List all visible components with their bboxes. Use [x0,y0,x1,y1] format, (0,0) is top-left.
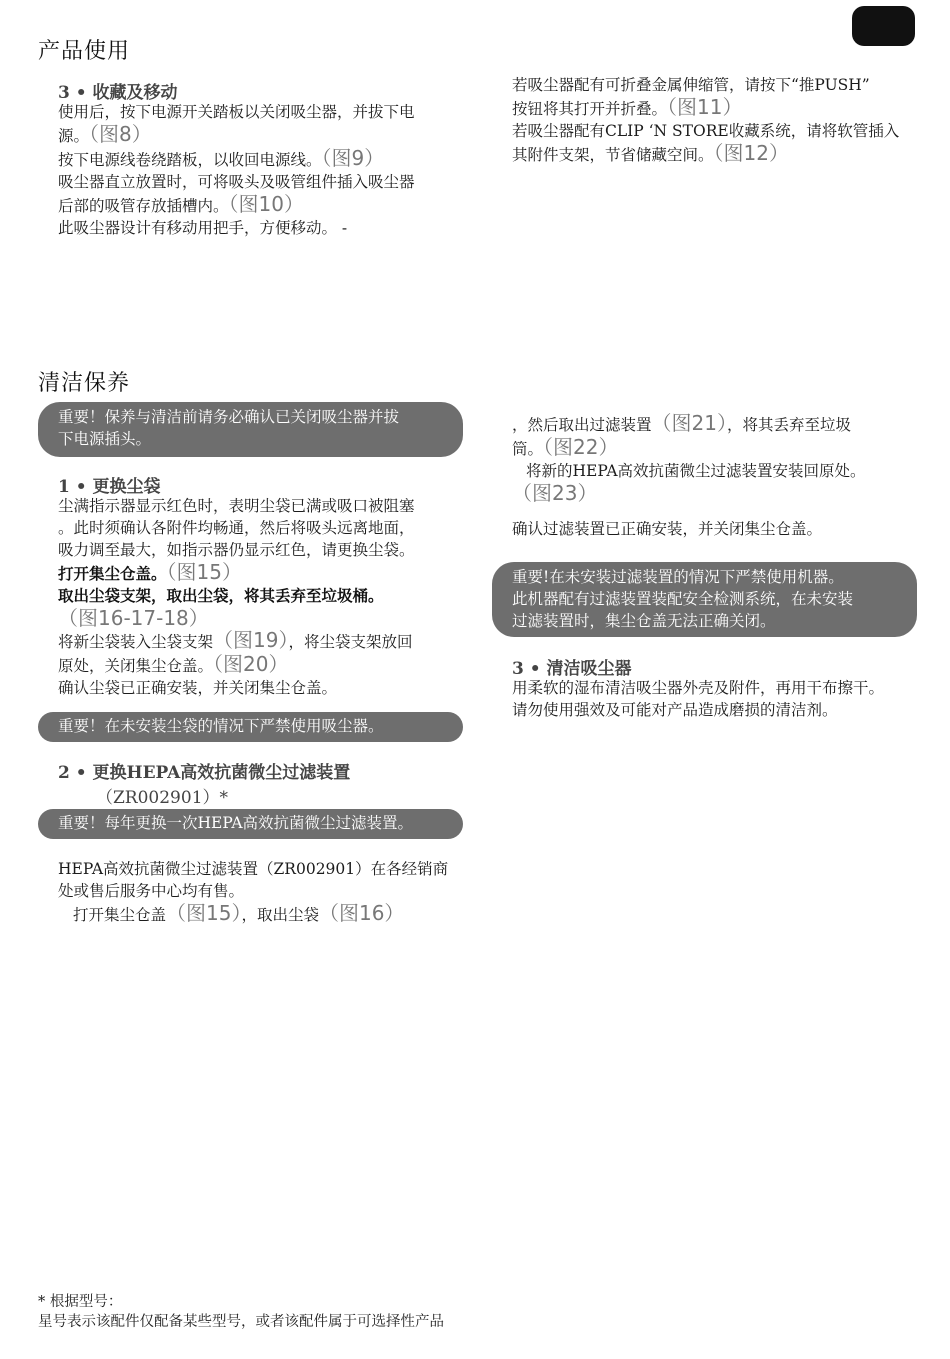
text-line [512,412,922,436]
text-line [58,653,468,677]
hepa-text [58,858,468,926]
footnote-line: 星号表示该配件仅配备某些型号，或者该配件属于可选择性产品 [38,1314,444,1330]
notice-line: 下电源插头。 [58,430,152,448]
text-line: 其附件支架，节省储藏空间。 [512,146,714,164]
text-line: 用柔软的湿布清洁吸尘器外壳及附件，再用干布擦干。 [512,679,885,697]
figure-ref: （图20） [213,652,289,676]
text-line: 筒。 [512,440,544,458]
footnote [38,1292,638,1332]
important-notice-no-bag: 重要！在未安装尘袋的情况下严禁使用吸尘器。 [38,712,463,742]
figure-ref: （图10） [228,192,304,216]
notice-line: 此机器配有过滤装置装配安全检测系统，在未安装 [512,590,854,608]
text-line: ，将其丢弃至垃圾 [726,416,851,434]
text-line: ，将尘袋支架放回 [288,633,413,651]
section-title-product-use: 产品使用 [38,39,131,64]
text-line: 吸尘器直立放置时，可将吸头及吸管组件插入吸尘器 [58,173,415,191]
text-line: 此吸尘器设计有移动用把手，方便移动。 - [58,219,348,237]
text-line: 将新的HEPA高效抗菌微尘过滤装置安装回原处。 [526,462,866,480]
item2-heading-hepa [58,758,468,808]
figure-ref: （图19） [213,628,289,652]
text-line: 确认尘袋已正确安装，并关闭集尘仓盖。 [58,679,338,697]
text-line [512,142,922,166]
text-line: 将新尘袋装入尘袋支架 [58,633,214,651]
important-notice-unplug [38,402,463,457]
text-line: ，取出尘袋 [241,906,319,924]
text-line [58,902,468,926]
text-line [58,123,468,147]
text-line: 吸力调至最大，如指示器仍显示红色，请更换尘袋。 [58,541,415,559]
section-title-cleaning: 清洁保养 [38,371,131,396]
notice-line: 重要!在未安装过滤装置的情况下严禁使用机器。 [512,568,844,586]
text-line [58,561,468,585]
text-line: HEPA高效抗菌微尘过滤装置（ZR002901）在各经销商 [58,860,449,878]
storage-text [58,101,468,239]
figure-ref: （图11） [667,95,743,119]
replace-bag-text [58,495,468,699]
text-line: 请勿使用强效及可能对产品造成磨损的清洁剂。 [512,701,838,719]
text-line: 若吸尘器配有CLIP ‘N STORE收藏系统，请将软管插入 [512,122,900,140]
item3-heading-storage: 3 • 收藏及移动 [58,83,178,103]
item3-heading-clean: 3 • 清洁吸尘器 [512,659,632,679]
bold-instruction: 取出尘袋支架，取出尘袋，将其丢弃至垃圾桶。 [58,586,384,605]
text-line: ，然后取出过滤装置 [512,416,652,434]
text-line: 源。 [58,127,90,145]
text-line [58,193,468,217]
text-line [512,96,922,120]
figure-ref: （图15） [166,560,242,584]
text-line: 尘满指示器显示红色时，表明尘袋已满或吸口被阻塞 [58,497,415,515]
text-line: 按钮将其打开并折叠。 [512,100,668,118]
figure-ref: （图12） [713,141,789,165]
notice-line: 重要！保养与清洁前请务必确认已关闭吸尘器并拔 [58,408,400,426]
figure-ref: （图16） [318,901,405,925]
text-line: 。此时须确认各附件均畅通，然后将吸头远离地面， [58,519,415,537]
text-line: 原处，关闭集尘仓盖。 [58,657,214,675]
figure-ref: （图23） [512,481,598,505]
figure-ref: （图15） [166,901,242,925]
text-line: 处或售后服务中心均有售。 [58,882,245,900]
item1-heading-replace-bag: 1 • 更换尘袋 [58,477,161,497]
figure-ref: （图8） [89,122,152,146]
figure-ref: （图22） [543,435,619,459]
page-tab [852,6,915,46]
figure-ref: （图9） [321,146,385,170]
heading-line: （ZR002901）* [96,788,229,808]
important-notice-filter [492,562,917,637]
text-line: 打开集尘仓盖 [73,906,167,924]
text-line: 按下电源线卷绕踏板，以收回电源线。 [58,151,322,169]
text-line: 确认过滤装置已正确安装，并关闭集尘仓盖。 [512,520,823,538]
figure-ref: （图21） [651,411,727,435]
text-line [58,629,468,653]
heading-line: 2 • 更换HEPA高效抗菌微尘过滤装置 [58,763,351,783]
figure-ref: （图16-17-18） [58,606,209,630]
hepa-text-right [512,412,922,540]
footnote-line: * 根据型号： [38,1294,123,1310]
text-line: 后部的吸管存放插槽内。 [58,197,229,215]
clean-text [512,677,922,721]
bold-instruction: 打开集尘仓盖。 [58,564,167,583]
storage-text-right [512,74,922,166]
text-line: 使用后，按下电源开关踏板以关闭吸尘器，并拔下电 [58,103,415,121]
text-line [512,436,922,460]
text-line [58,147,468,171]
text-line: 若吸尘器配有可折叠金属伸缩管，请按下“推PUSH” [512,76,870,94]
important-notice-yearly: 重要！每年更换一次HEPA高效抗菌微尘过滤装置。 [38,809,463,839]
notice-line: 过滤装置时，集尘仓盖无法正确关闭。 [512,612,776,630]
